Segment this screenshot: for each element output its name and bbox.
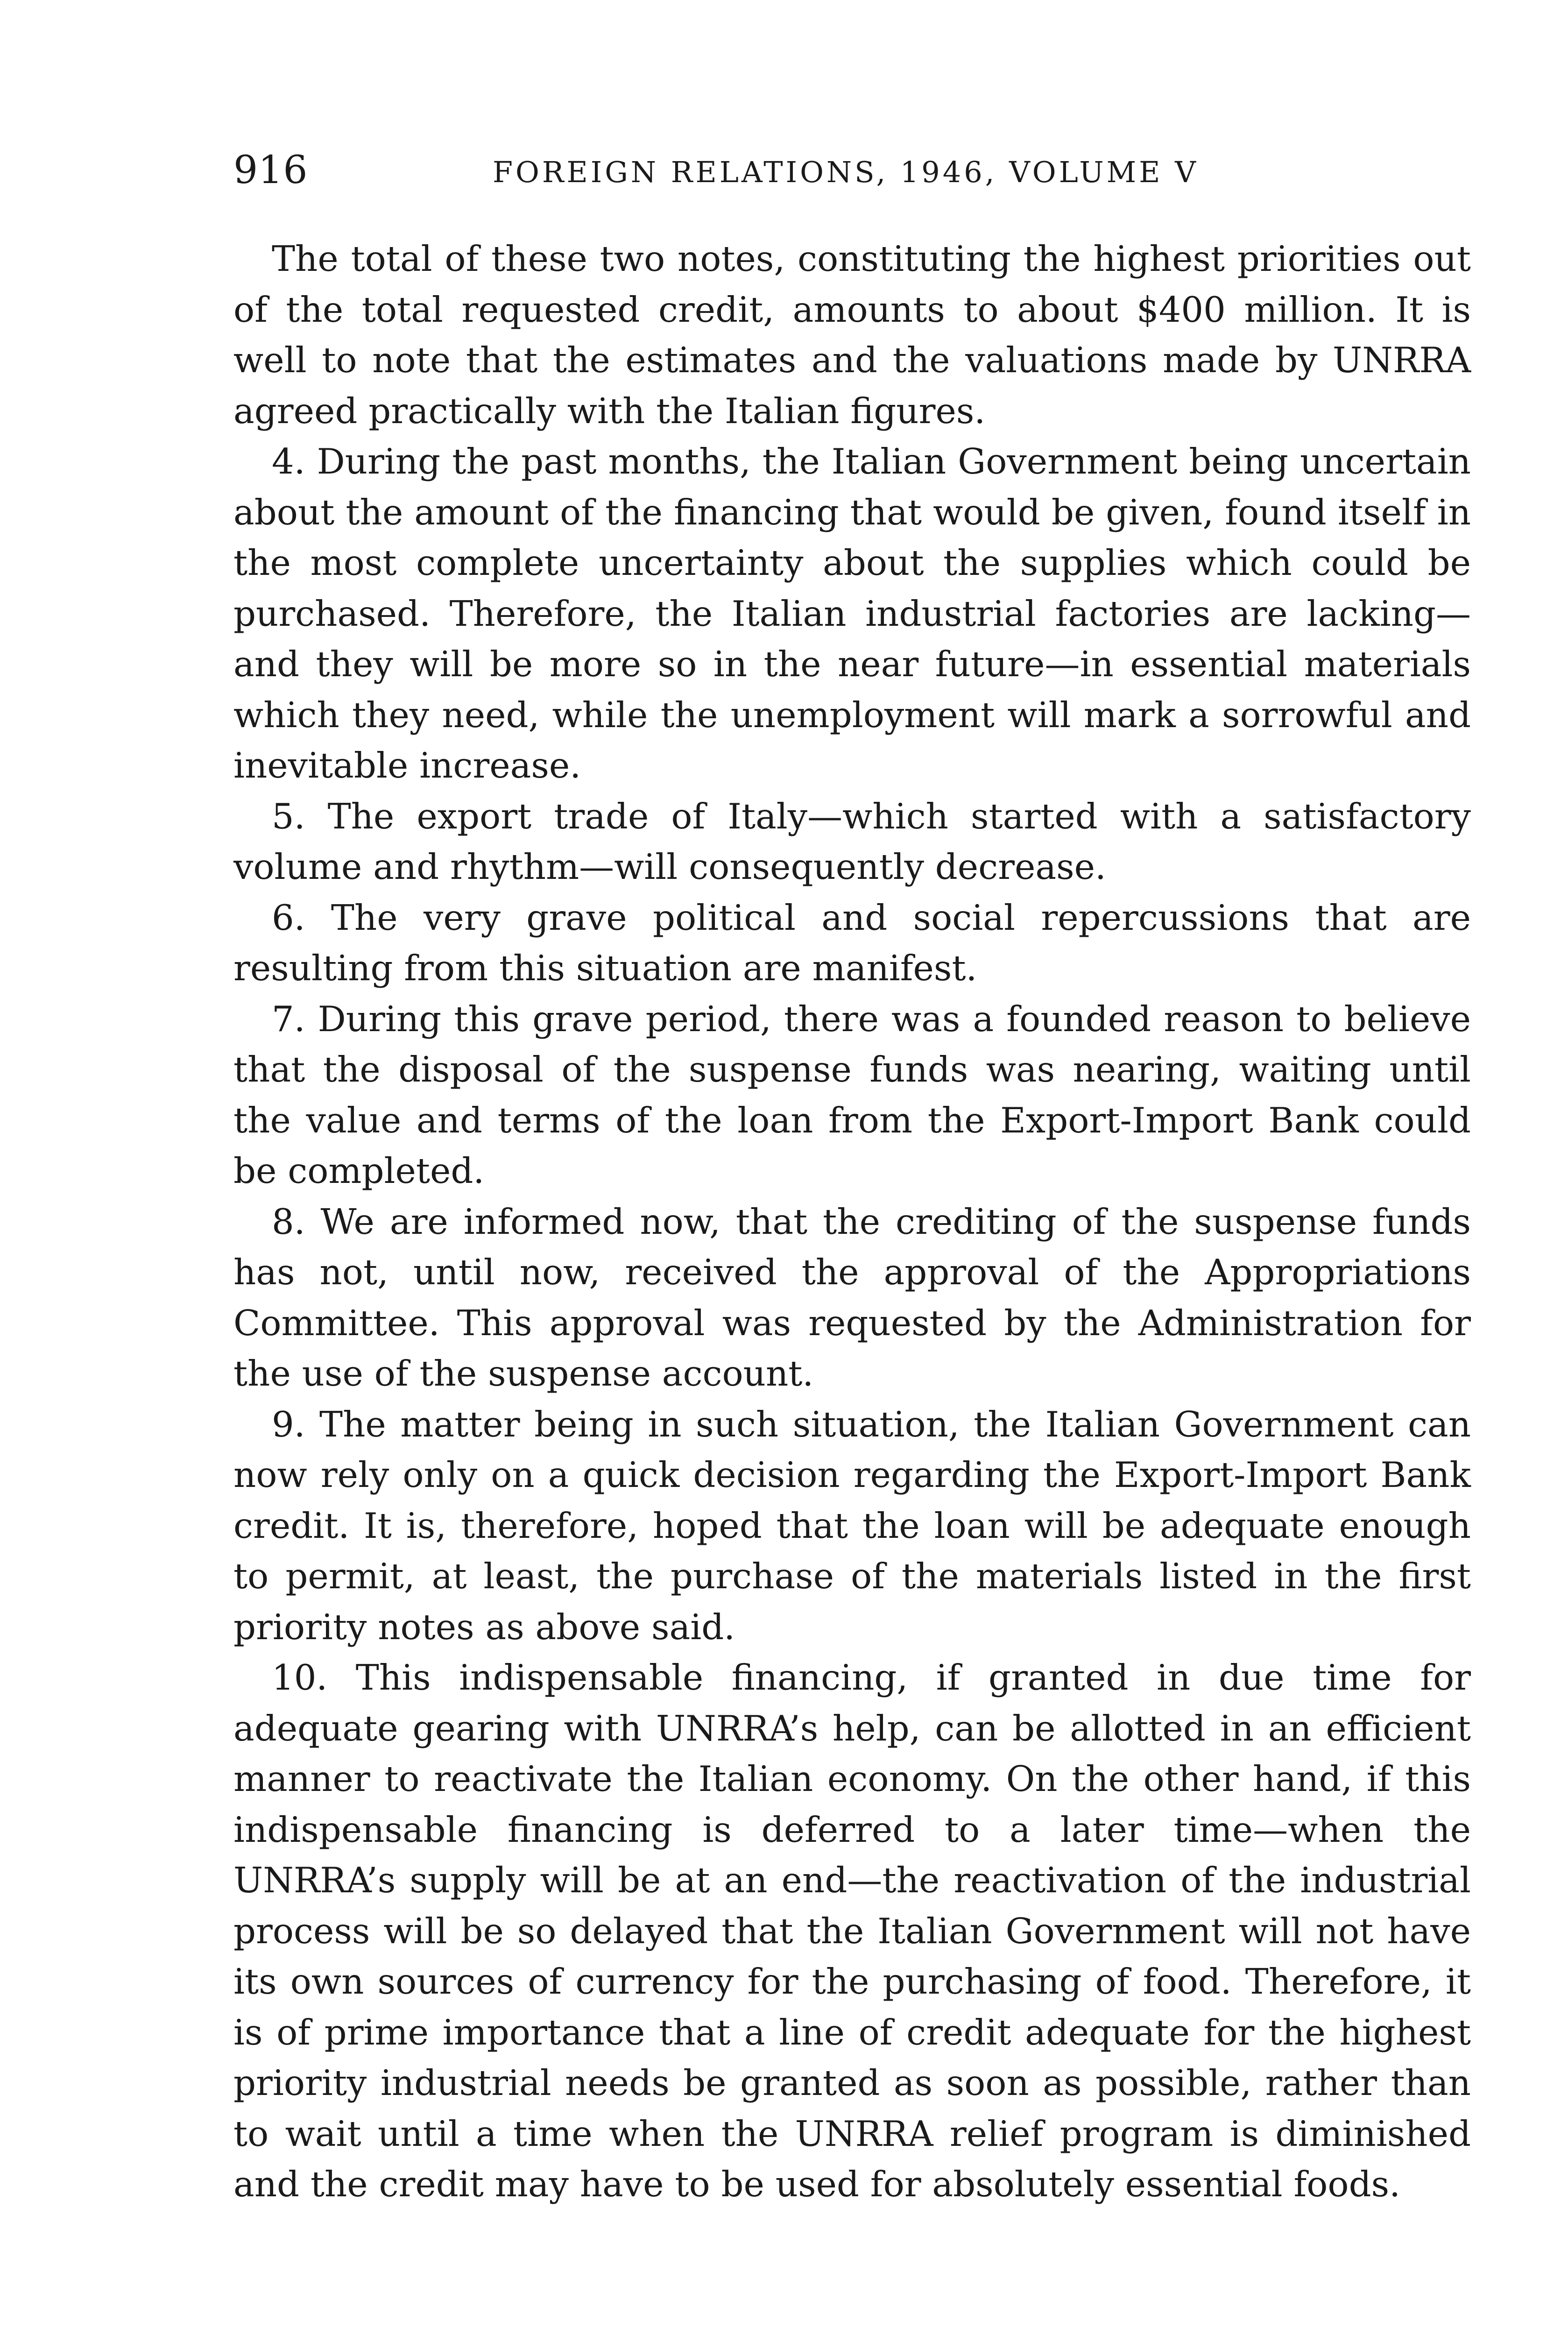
body-text (233, 234, 1471, 2210)
page-number: 916 (233, 148, 308, 192)
paragraph-7: 7. During this grave period, there was a founded reason to believe that the disposal of the suspense funds was nearing, waiting until the value and terms of the loan from the Export-Import Bank could be completed. (233, 998, 1471, 1191)
running-title: FOREIGN RELATIONS, 1946, VOLUME V (493, 155, 1199, 189)
paragraph-6: 6. The very grave political and social repercussions that are resulting from this situation are manifest. (233, 897, 1471, 989)
running-head (233, 145, 1471, 201)
paragraph-10: 10. This indispensable financing, if granted in due time for adequate gearing with UNRRA’s help, can be allotted in an efficient manner to reactivate the Italian economy. On the other hand, if this indispensable financing is deferred to a later time—when the UNRRA’s supply will be at an end—the reactivation of the industrial process will be so delayed that the Italian Government will not have its own sources of currency for the purchasing of food. Therefore, it is of prime importance that a line of credit adequate for the highest priority industrial needs be granted as soon as possible, rather than to wait until a time when the UNRRA relief program is diminished and the credit may have to be used for absolutely essential foods. (233, 1657, 1471, 2205)
paragraph-5: 5. The export trade of Italy—which started with a satisfactory volume and rhythm—will consequently decrease. (233, 795, 1471, 887)
paragraph-9: 9. The matter being in such situation, the Italian Government can now rely only on a quick decision regarding the Export-Import Bank credit. It is, therefore, hoped that the loan will be adequate enough to permit, at least, the purchase of the materials listed in the first priority notes as above said. (233, 1403, 1471, 1648)
paragraph-continued: The total of these two notes, constituting the highest priorities out of the total requested credit, amounts to about $400 million. It is well to note that the estimates and the valuations made by UNRRA agreed practically with the Italian figures. (233, 238, 1471, 432)
paragraph-4: 4. During the past months, the Italian Government being uncertain about the amount of the financing that would be given, found itself in the most complete uncertainty about the supplies which could be purchased. Therefore, the Italian industrial factories are lacking—and they will be more so in the near future—in essential materials which they need, while the unemployment will mark a sorrowful and inevitable increase. (233, 441, 1471, 786)
paragraph-8: 8. We are informed now, that the crediting of the suspense funds has not, until now, received the approval of the Appropriations Committee. This approval was requested by the Administration for the use of the suspense account. (233, 1201, 1471, 1394)
